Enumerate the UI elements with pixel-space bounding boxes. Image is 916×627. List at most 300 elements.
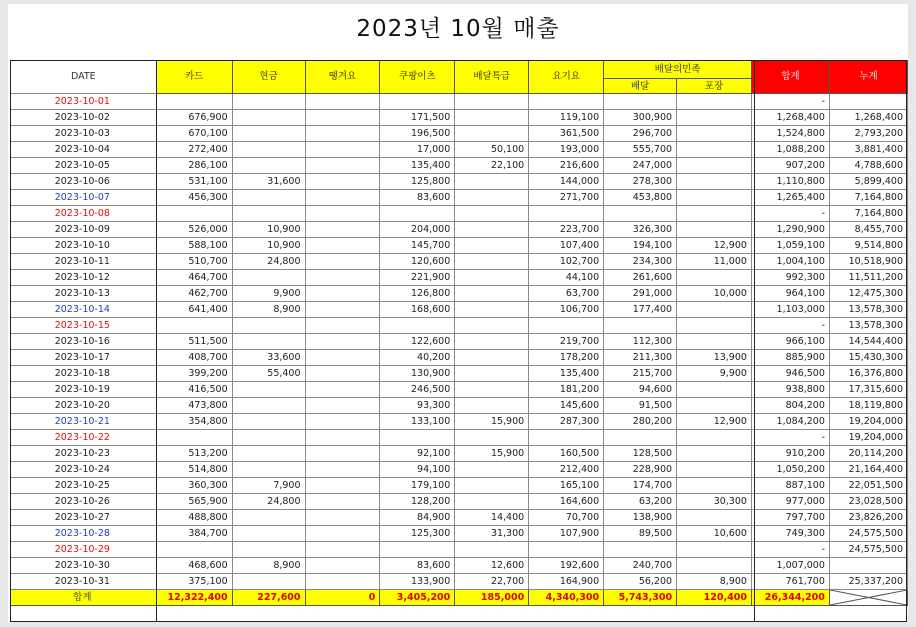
coupang-eats-cell[interactable]: 128,200 bbox=[380, 494, 455, 510]
baemin-delivery-cell[interactable] bbox=[604, 206, 677, 222]
delivery-special-cell[interactable] bbox=[455, 238, 529, 254]
header-baemin-delivery[interactable]: 배달 bbox=[604, 79, 677, 94]
cash-cell[interactable] bbox=[232, 126, 305, 142]
header-date[interactable]: DATE bbox=[11, 61, 157, 94]
date-cell[interactable]: 2023-10-24 bbox=[11, 462, 157, 478]
date-cell[interactable]: 2023-10-17 bbox=[11, 350, 157, 366]
coupang-eats-cell[interactable]: 133,900 bbox=[380, 574, 455, 590]
cumulative-cell[interactable]: 14,544,400 bbox=[829, 334, 907, 350]
cash-cell[interactable] bbox=[232, 382, 305, 398]
ddangyo-cell[interactable] bbox=[305, 542, 380, 558]
cash-cell[interactable] bbox=[232, 110, 305, 126]
yogiyo-cell[interactable]: 160,500 bbox=[529, 446, 604, 462]
baemin-delivery-cell[interactable]: 177,400 bbox=[604, 302, 677, 318]
yogiyo-cell[interactable]: 193,000 bbox=[529, 142, 604, 158]
baemin-delivery-cell[interactable]: 112,300 bbox=[604, 334, 677, 350]
date-cell[interactable]: 2023-10-06 bbox=[11, 174, 157, 190]
date-cell[interactable]: 2023-10-03 bbox=[11, 126, 157, 142]
delivery-special-cell[interactable] bbox=[455, 334, 529, 350]
baemin-delivery-cell[interactable] bbox=[604, 94, 677, 110]
card-cell[interactable]: 416,500 bbox=[156, 382, 232, 398]
baemin-pickup-cell[interactable] bbox=[677, 126, 752, 142]
date-cell[interactable]: 2023-10-04 bbox=[11, 142, 157, 158]
baemin-delivery-cell[interactable] bbox=[604, 318, 677, 334]
coupang-eats-cell[interactable]: 40,200 bbox=[380, 350, 455, 366]
coupang-eats-cell[interactable]: 125,800 bbox=[380, 174, 455, 190]
yogiyo-cell[interactable]: 181,200 bbox=[529, 382, 604, 398]
yogiyo-cell[interactable]: 212,400 bbox=[529, 462, 604, 478]
sum-cell[interactable]: 938,800 bbox=[751, 382, 829, 398]
sum-cell[interactable]: 887,100 bbox=[751, 478, 829, 494]
yogiyo-cell[interactable]: 144,000 bbox=[529, 174, 604, 190]
yogiyo-cell[interactable]: 287,300 bbox=[529, 414, 604, 430]
card-cell[interactable]: 676,900 bbox=[156, 110, 232, 126]
yogiyo-cell[interactable]: 119,100 bbox=[529, 110, 604, 126]
sum-cell[interactable]: 1,088,200 bbox=[751, 142, 829, 158]
header-yogiyo[interactable]: 요기요 bbox=[529, 61, 604, 94]
cash-cell[interactable]: 31,600 bbox=[232, 174, 305, 190]
baemin-pickup-cell[interactable]: 10,000 bbox=[677, 286, 752, 302]
cash-cell[interactable] bbox=[232, 158, 305, 174]
ddangyo-cell[interactable] bbox=[305, 526, 380, 542]
baemin-pickup-cell[interactable] bbox=[677, 302, 752, 318]
baemin-pickup-cell[interactable] bbox=[677, 174, 752, 190]
cash-cell[interactable] bbox=[232, 526, 305, 542]
yogiyo-cell[interactable] bbox=[529, 542, 604, 558]
date-cell[interactable]: 2023-10-30 bbox=[11, 558, 157, 574]
total-coupang-eats-cell[interactable]: 3,405,200 bbox=[380, 590, 455, 606]
cash-cell[interactable] bbox=[232, 206, 305, 222]
cash-cell[interactable] bbox=[232, 270, 305, 286]
coupang-eats-cell[interactable]: 196,500 bbox=[380, 126, 455, 142]
baemin-pickup-cell[interactable] bbox=[677, 462, 752, 478]
coupang-eats-cell[interactable]: 92,100 bbox=[380, 446, 455, 462]
delivery-special-cell[interactable]: 12,600 bbox=[455, 558, 529, 574]
coupang-eats-cell[interactable]: 126,800 bbox=[380, 286, 455, 302]
baemin-delivery-cell[interactable]: 211,300 bbox=[604, 350, 677, 366]
sum-cell[interactable]: 1,059,100 bbox=[751, 238, 829, 254]
sum-cell[interactable]: - bbox=[751, 318, 829, 334]
baemin-pickup-cell[interactable] bbox=[677, 542, 752, 558]
coupang-eats-cell[interactable] bbox=[380, 206, 455, 222]
date-cell[interactable]: 2023-10-12 bbox=[11, 270, 157, 286]
baemin-delivery-cell[interactable]: 234,300 bbox=[604, 254, 677, 270]
sum-cell[interactable]: 1,110,800 bbox=[751, 174, 829, 190]
sum-cell[interactable]: 885,900 bbox=[751, 350, 829, 366]
coupang-eats-cell[interactable]: 204,000 bbox=[380, 222, 455, 238]
delivery-special-cell[interactable]: 15,900 bbox=[455, 414, 529, 430]
sum-cell[interactable]: 1,265,400 bbox=[751, 190, 829, 206]
cash-cell[interactable] bbox=[232, 414, 305, 430]
yogiyo-cell[interactable] bbox=[529, 94, 604, 110]
cash-cell[interactable] bbox=[232, 510, 305, 526]
sum-cell[interactable]: 964,100 bbox=[751, 286, 829, 302]
card-cell[interactable]: 286,100 bbox=[156, 158, 232, 174]
cumulative-cell[interactable]: 1,268,400 bbox=[829, 110, 907, 126]
baemin-pickup-cell[interactable] bbox=[677, 158, 752, 174]
total-baemin-delivery-cell[interactable]: 5,743,300 bbox=[604, 590, 677, 606]
card-cell[interactable]: 354,800 bbox=[156, 414, 232, 430]
coupang-eats-cell[interactable]: 246,500 bbox=[380, 382, 455, 398]
cumulative-cell[interactable]: 2,793,200 bbox=[829, 126, 907, 142]
baemin-pickup-cell[interactable] bbox=[677, 446, 752, 462]
totals-label[interactable]: 합계 bbox=[11, 590, 157, 606]
baemin-delivery-cell[interactable]: 128,500 bbox=[604, 446, 677, 462]
baemin-delivery-cell[interactable]: 228,900 bbox=[604, 462, 677, 478]
date-cell[interactable]: 2023-10-01 bbox=[11, 94, 157, 110]
card-cell[interactable]: 488,800 bbox=[156, 510, 232, 526]
sum-cell[interactable]: 749,300 bbox=[751, 526, 829, 542]
coupang-eats-cell[interactable]: 125,300 bbox=[380, 526, 455, 542]
yogiyo-cell[interactable]: 44,100 bbox=[529, 270, 604, 286]
baemin-pickup-cell[interactable] bbox=[677, 478, 752, 494]
card-cell[interactable]: 272,400 bbox=[156, 142, 232, 158]
cash-cell[interactable]: 9,900 bbox=[232, 286, 305, 302]
date-cell[interactable]: 2023-10-08 bbox=[11, 206, 157, 222]
delivery-special-cell[interactable] bbox=[455, 110, 529, 126]
cash-cell[interactable] bbox=[232, 430, 305, 446]
delivery-special-cell[interactable] bbox=[455, 174, 529, 190]
card-cell[interactable]: 513,200 bbox=[156, 446, 232, 462]
date-cell[interactable]: 2023-10-07 bbox=[11, 190, 157, 206]
cumulative-cell[interactable] bbox=[829, 94, 907, 110]
baemin-delivery-cell[interactable]: 91,500 bbox=[604, 398, 677, 414]
cumulative-cell[interactable]: 4,788,600 bbox=[829, 158, 907, 174]
header-card[interactable]: 카드 bbox=[156, 61, 232, 94]
yogiyo-cell[interactable]: 106,700 bbox=[529, 302, 604, 318]
delivery-special-cell[interactable]: 22,700 bbox=[455, 574, 529, 590]
cumulative-cell[interactable]: 7,164,800 bbox=[829, 190, 907, 206]
header-sum[interactable]: 합계 bbox=[751, 61, 829, 94]
coupang-eats-cell[interactable]: 168,600 bbox=[380, 302, 455, 318]
ddangyo-cell[interactable] bbox=[305, 206, 380, 222]
yogiyo-cell[interactable]: 145,600 bbox=[529, 398, 604, 414]
total-ddangyo-cell[interactable]: 0 bbox=[305, 590, 380, 606]
card-cell[interactable] bbox=[156, 206, 232, 222]
baemin-pickup-cell[interactable] bbox=[677, 398, 752, 414]
total-sum-cell[interactable]: 26,344,200 bbox=[751, 590, 829, 606]
sum-cell[interactable]: 1,050,200 bbox=[751, 462, 829, 478]
baemin-delivery-cell[interactable]: 291,000 bbox=[604, 286, 677, 302]
cash-cell[interactable] bbox=[232, 334, 305, 350]
date-cell[interactable]: 2023-10-05 bbox=[11, 158, 157, 174]
sum-cell[interactable]: - bbox=[751, 430, 829, 446]
delivery-special-cell[interactable] bbox=[455, 302, 529, 318]
total-yogiyo-cell[interactable]: 4,340,300 bbox=[529, 590, 604, 606]
card-cell[interactable]: 464,700 bbox=[156, 270, 232, 286]
cash-cell[interactable] bbox=[232, 574, 305, 590]
cash-cell[interactable] bbox=[232, 190, 305, 206]
cumulative-cell[interactable]: 7,164,800 bbox=[829, 206, 907, 222]
ddangyo-cell[interactable] bbox=[305, 462, 380, 478]
card-cell[interactable]: 565,900 bbox=[156, 494, 232, 510]
sum-cell[interactable]: 992,300 bbox=[751, 270, 829, 286]
coupang-eats-cell[interactable]: 93,300 bbox=[380, 398, 455, 414]
delivery-special-cell[interactable] bbox=[455, 190, 529, 206]
delivery-special-cell[interactable]: 50,100 bbox=[455, 142, 529, 158]
delivery-special-cell[interactable] bbox=[455, 398, 529, 414]
yogiyo-cell[interactable]: 107,900 bbox=[529, 526, 604, 542]
baemin-pickup-cell[interactable] bbox=[677, 206, 752, 222]
cumulative-cell[interactable]: 16,376,800 bbox=[829, 366, 907, 382]
date-cell[interactable]: 2023-10-29 bbox=[11, 542, 157, 558]
baemin-pickup-cell[interactable] bbox=[677, 558, 752, 574]
cumulative-cell[interactable]: 19,204,000 bbox=[829, 430, 907, 446]
baemin-delivery-cell[interactable]: 326,300 bbox=[604, 222, 677, 238]
coupang-eats-cell[interactable]: 17,000 bbox=[380, 142, 455, 158]
delivery-special-cell[interactable] bbox=[455, 222, 529, 238]
coupang-eats-cell[interactable]: 179,100 bbox=[380, 478, 455, 494]
coupang-eats-cell[interactable]: 94,100 bbox=[380, 462, 455, 478]
sum-cell[interactable]: 1,007,000 bbox=[751, 558, 829, 574]
ddangyo-cell[interactable] bbox=[305, 286, 380, 302]
date-cell[interactable]: 2023-10-13 bbox=[11, 286, 157, 302]
sum-cell[interactable]: - bbox=[751, 206, 829, 222]
header-delivery-special[interactable]: 배달특급 bbox=[455, 61, 529, 94]
delivery-special-cell[interactable] bbox=[455, 206, 529, 222]
baemin-pickup-cell[interactable] bbox=[677, 318, 752, 334]
yogiyo-cell[interactable]: 165,100 bbox=[529, 478, 604, 494]
cash-cell[interactable]: 24,800 bbox=[232, 254, 305, 270]
coupang-eats-cell[interactable] bbox=[380, 318, 455, 334]
cumulative-cell[interactable]: 19,204,000 bbox=[829, 414, 907, 430]
card-cell[interactable]: 510,700 bbox=[156, 254, 232, 270]
delivery-special-cell[interactable] bbox=[455, 430, 529, 446]
ddangyo-cell[interactable] bbox=[305, 318, 380, 334]
cumulative-cell[interactable]: 10,518,900 bbox=[829, 254, 907, 270]
yogiyo-cell[interactable] bbox=[529, 430, 604, 446]
sum-cell[interactable]: - bbox=[751, 542, 829, 558]
delivery-special-cell[interactable]: 22,100 bbox=[455, 158, 529, 174]
card-cell[interactable]: 408,700 bbox=[156, 350, 232, 366]
date-cell[interactable]: 2023-10-11 bbox=[11, 254, 157, 270]
date-cell[interactable]: 2023-10-19 bbox=[11, 382, 157, 398]
coupang-eats-cell[interactable] bbox=[380, 542, 455, 558]
cumulative-cell[interactable]: 20,114,200 bbox=[829, 446, 907, 462]
sum-cell[interactable]: 761,700 bbox=[751, 574, 829, 590]
baemin-pickup-cell[interactable]: 13,900 bbox=[677, 350, 752, 366]
ddangyo-cell[interactable] bbox=[305, 350, 380, 366]
cash-cell[interactable]: 8,900 bbox=[232, 302, 305, 318]
ddangyo-cell[interactable] bbox=[305, 494, 380, 510]
cash-cell[interactable] bbox=[232, 318, 305, 334]
cash-cell[interactable]: 10,900 bbox=[232, 222, 305, 238]
ddangyo-cell[interactable] bbox=[305, 510, 380, 526]
delivery-special-cell[interactable] bbox=[455, 366, 529, 382]
cumulative-cell[interactable] bbox=[829, 558, 907, 574]
card-cell[interactable]: 531,100 bbox=[156, 174, 232, 190]
delivery-special-cell[interactable] bbox=[455, 478, 529, 494]
coupang-eats-cell[interactable]: 83,600 bbox=[380, 190, 455, 206]
date-cell[interactable]: 2023-10-10 bbox=[11, 238, 157, 254]
ddangyo-cell[interactable] bbox=[305, 254, 380, 270]
baemin-pickup-cell[interactable]: 9,900 bbox=[677, 366, 752, 382]
card-cell[interactable]: 526,000 bbox=[156, 222, 232, 238]
date-cell[interactable]: 2023-10-20 bbox=[11, 398, 157, 414]
card-cell[interactable] bbox=[156, 542, 232, 558]
date-cell[interactable]: 2023-10-27 bbox=[11, 510, 157, 526]
sum-cell[interactable]: 966,100 bbox=[751, 334, 829, 350]
cumulative-cell[interactable]: 11,511,200 bbox=[829, 270, 907, 286]
baemin-delivery-cell[interactable]: 296,700 bbox=[604, 126, 677, 142]
cash-cell[interactable]: 55,400 bbox=[232, 366, 305, 382]
coupang-eats-cell[interactable]: 120,600 bbox=[380, 254, 455, 270]
coupang-eats-cell[interactable]: 133,100 bbox=[380, 414, 455, 430]
delivery-special-cell[interactable] bbox=[455, 494, 529, 510]
ddangyo-cell[interactable] bbox=[305, 478, 380, 494]
yogiyo-cell[interactable]: 164,900 bbox=[529, 574, 604, 590]
baemin-delivery-cell[interactable]: 194,100 bbox=[604, 238, 677, 254]
baemin-pickup-cell[interactable]: 30,300 bbox=[677, 494, 752, 510]
total-baemin-pickup-cell[interactable]: 120,400 bbox=[677, 590, 752, 606]
cumulative-cell[interactable]: 21,164,400 bbox=[829, 462, 907, 478]
coupang-eats-cell[interactable]: 135,400 bbox=[380, 158, 455, 174]
card-cell[interactable]: 511,500 bbox=[156, 334, 232, 350]
baemin-pickup-cell[interactable] bbox=[677, 222, 752, 238]
date-cell[interactable]: 2023-10-14 bbox=[11, 302, 157, 318]
cumulative-cell[interactable]: 3,881,400 bbox=[829, 142, 907, 158]
baemin-delivery-cell[interactable]: 240,700 bbox=[604, 558, 677, 574]
header-cash[interactable]: 현금 bbox=[232, 61, 305, 94]
baemin-delivery-cell[interactable]: 300,900 bbox=[604, 110, 677, 126]
cumulative-cell[interactable]: 15,430,300 bbox=[829, 350, 907, 366]
cumulative-cell[interactable]: 24,575,500 bbox=[829, 526, 907, 542]
cumulative-cell[interactable]: 13,578,300 bbox=[829, 302, 907, 318]
card-cell[interactable]: 473,800 bbox=[156, 398, 232, 414]
cumulative-cell[interactable]: 18,119,800 bbox=[829, 398, 907, 414]
coupang-eats-cell[interactable]: 84,900 bbox=[380, 510, 455, 526]
ddangyo-cell[interactable] bbox=[305, 222, 380, 238]
baemin-pickup-cell[interactable]: 11,000 bbox=[677, 254, 752, 270]
ddangyo-cell[interactable] bbox=[305, 270, 380, 286]
baemin-pickup-cell[interactable] bbox=[677, 334, 752, 350]
cash-cell[interactable]: 10,900 bbox=[232, 238, 305, 254]
baemin-delivery-cell[interactable]: 56,200 bbox=[604, 574, 677, 590]
baemin-delivery-cell[interactable]: 278,300 bbox=[604, 174, 677, 190]
yogiyo-cell[interactable]: 70,700 bbox=[529, 510, 604, 526]
ddangyo-cell[interactable] bbox=[305, 238, 380, 254]
ddangyo-cell[interactable] bbox=[305, 110, 380, 126]
date-cell[interactable]: 2023-10-18 bbox=[11, 366, 157, 382]
cash-cell[interactable]: 33,600 bbox=[232, 350, 305, 366]
baemin-pickup-cell[interactable] bbox=[677, 94, 752, 110]
sum-cell[interactable]: 977,000 bbox=[751, 494, 829, 510]
baemin-delivery-cell[interactable]: 174,700 bbox=[604, 478, 677, 494]
sum-cell[interactable]: 797,700 bbox=[751, 510, 829, 526]
baemin-delivery-cell[interactable]: 138,900 bbox=[604, 510, 677, 526]
delivery-special-cell[interactable] bbox=[455, 382, 529, 398]
date-cell[interactable]: 2023-10-23 bbox=[11, 446, 157, 462]
cash-cell[interactable] bbox=[232, 94, 305, 110]
delivery-special-cell[interactable] bbox=[455, 350, 529, 366]
ddangyo-cell[interactable] bbox=[305, 430, 380, 446]
ddangyo-cell[interactable] bbox=[305, 302, 380, 318]
baemin-delivery-cell[interactable]: 555,700 bbox=[604, 142, 677, 158]
yogiyo-cell[interactable]: 361,500 bbox=[529, 126, 604, 142]
baemin-pickup-cell[interactable] bbox=[677, 270, 752, 286]
header-baemin[interactable]: 배달의민족 bbox=[604, 61, 752, 79]
card-cell[interactable]: 375,100 bbox=[156, 574, 232, 590]
baemin-delivery-cell[interactable] bbox=[604, 542, 677, 558]
sum-cell[interactable]: - bbox=[751, 94, 829, 110]
date-cell[interactable]: 2023-10-28 bbox=[11, 526, 157, 542]
card-cell[interactable]: 468,600 bbox=[156, 558, 232, 574]
delivery-special-cell[interactable] bbox=[455, 318, 529, 334]
date-cell[interactable]: 2023-10-21 bbox=[11, 414, 157, 430]
baemin-pickup-cell[interactable]: 8,900 bbox=[677, 574, 752, 590]
cumulative-cell[interactable]: 24,575,500 bbox=[829, 542, 907, 558]
delivery-special-cell[interactable] bbox=[455, 542, 529, 558]
date-cell[interactable]: 2023-10-25 bbox=[11, 478, 157, 494]
total-delivery-special-cell[interactable]: 185,000 bbox=[455, 590, 529, 606]
sum-cell[interactable]: 1,103,000 bbox=[751, 302, 829, 318]
delivery-special-cell[interactable]: 31,300 bbox=[455, 526, 529, 542]
ddangyo-cell[interactable] bbox=[305, 190, 380, 206]
yogiyo-cell[interactable]: 271,700 bbox=[529, 190, 604, 206]
cash-cell[interactable] bbox=[232, 142, 305, 158]
header-coupang-eats[interactable]: 쿠팡이츠 bbox=[380, 61, 455, 94]
coupang-eats-cell[interactable]: 221,900 bbox=[380, 270, 455, 286]
yogiyo-cell[interactable]: 219,700 bbox=[529, 334, 604, 350]
coupang-eats-cell[interactable]: 171,500 bbox=[380, 110, 455, 126]
yogiyo-cell[interactable] bbox=[529, 206, 604, 222]
ddangyo-cell[interactable] bbox=[305, 446, 380, 462]
sum-cell[interactable]: 1,524,800 bbox=[751, 126, 829, 142]
sum-cell[interactable]: 910,200 bbox=[751, 446, 829, 462]
cumulative-cell[interactable]: 12,475,300 bbox=[829, 286, 907, 302]
yogiyo-cell[interactable]: 164,600 bbox=[529, 494, 604, 510]
delivery-special-cell[interactable] bbox=[455, 270, 529, 286]
delivery-special-cell[interactable] bbox=[455, 462, 529, 478]
ddangyo-cell[interactable] bbox=[305, 158, 380, 174]
card-cell[interactable]: 456,300 bbox=[156, 190, 232, 206]
ddangyo-cell[interactable] bbox=[305, 414, 380, 430]
baemin-pickup-cell[interactable]: 10,600 bbox=[677, 526, 752, 542]
baemin-pickup-cell[interactable]: 12,900 bbox=[677, 414, 752, 430]
baemin-delivery-cell[interactable]: 280,200 bbox=[604, 414, 677, 430]
card-cell[interactable]: 399,200 bbox=[156, 366, 232, 382]
yogiyo-cell[interactable]: 216,600 bbox=[529, 158, 604, 174]
baemin-pickup-cell[interactable] bbox=[677, 190, 752, 206]
baemin-delivery-cell[interactable]: 261,600 bbox=[604, 270, 677, 286]
ddangyo-cell[interactable] bbox=[305, 382, 380, 398]
cash-cell[interactable]: 24,800 bbox=[232, 494, 305, 510]
yogiyo-cell[interactable]: 63,700 bbox=[529, 286, 604, 302]
sum-cell[interactable]: 946,500 bbox=[751, 366, 829, 382]
baemin-pickup-cell[interactable] bbox=[677, 510, 752, 526]
delivery-special-cell[interactable]: 14,400 bbox=[455, 510, 529, 526]
coupang-eats-cell[interactable]: 130,900 bbox=[380, 366, 455, 382]
card-cell[interactable]: 462,700 bbox=[156, 286, 232, 302]
card-cell[interactable] bbox=[156, 430, 232, 446]
coupang-eats-cell[interactable]: 83,600 bbox=[380, 558, 455, 574]
cash-cell[interactable]: 7,900 bbox=[232, 478, 305, 494]
coupang-eats-cell[interactable] bbox=[380, 430, 455, 446]
coupang-eats-cell[interactable]: 145,700 bbox=[380, 238, 455, 254]
cumulative-cell[interactable]: 23,826,200 bbox=[829, 510, 907, 526]
crossed-out-cell[interactable] bbox=[829, 590, 907, 606]
ddangyo-cell[interactable] bbox=[305, 558, 380, 574]
cash-cell[interactable] bbox=[232, 542, 305, 558]
baemin-delivery-cell[interactable]: 247,000 bbox=[604, 158, 677, 174]
date-cell[interactable]: 2023-10-15 bbox=[11, 318, 157, 334]
ddangyo-cell[interactable] bbox=[305, 398, 380, 414]
date-cell[interactable]: 2023-10-16 bbox=[11, 334, 157, 350]
baemin-delivery-cell[interactable] bbox=[604, 430, 677, 446]
cash-cell[interactable] bbox=[232, 446, 305, 462]
baemin-delivery-cell[interactable]: 453,800 bbox=[604, 190, 677, 206]
coupang-eats-cell[interactable]: 122,600 bbox=[380, 334, 455, 350]
